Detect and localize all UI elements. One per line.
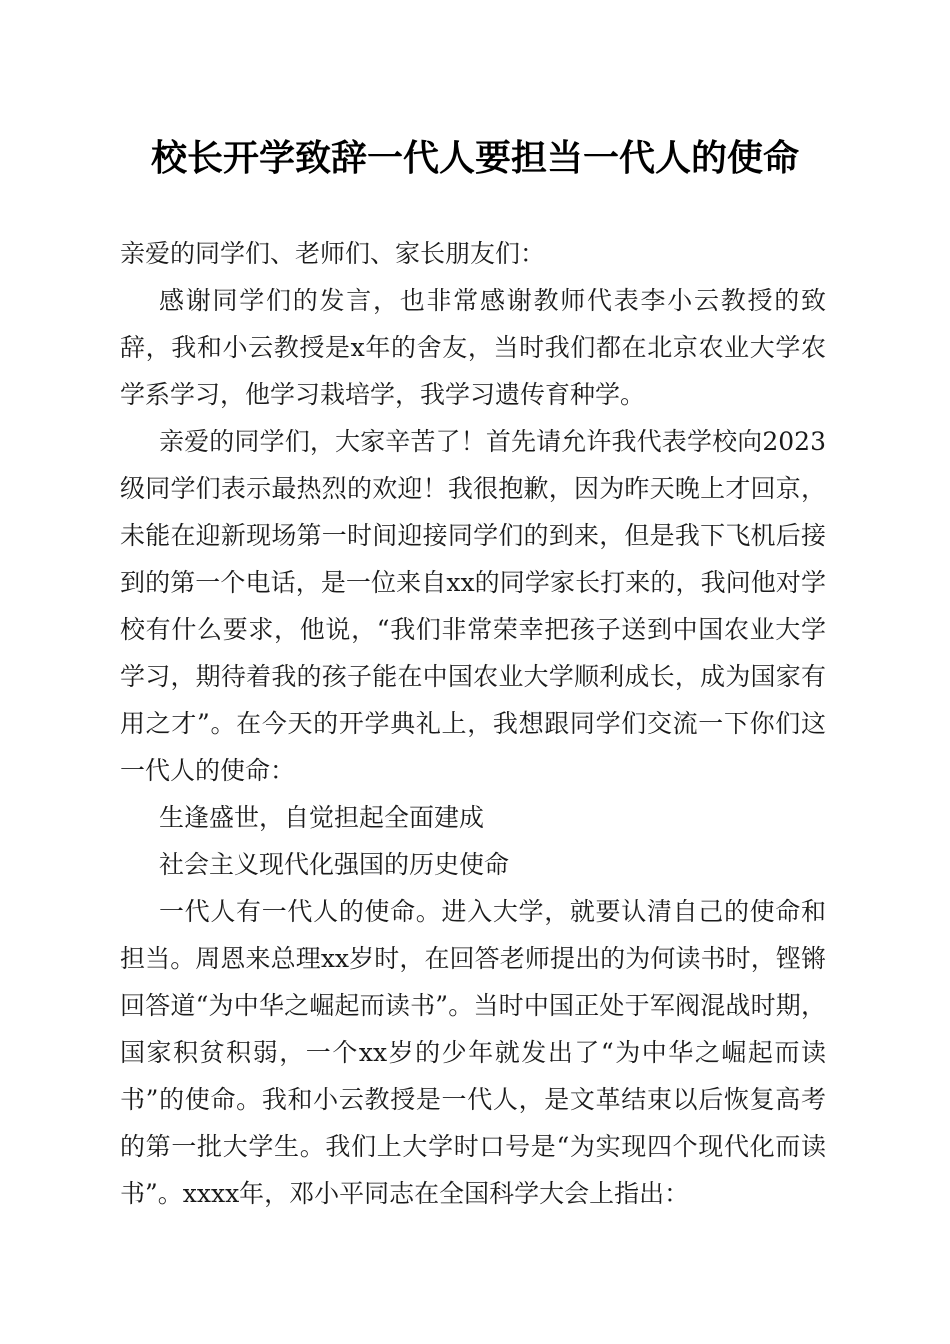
- paragraph-welcome: 亲爱的同学们，大家辛苦了！首先请允许我代表学校向2023级同学们表示最热烈的欢迎！我很抱歉，因为昨天晚上才回京，未能在迎新现场第一时间迎接同学们的到来，但是我下飞机后接到的第一个电话，是一位来自xx的同学家长打来的，我问他对学校有什么要求，他说，“我们非常荣幸把孩子送到中国农业大学学习，期待着我的孩子能在中国农业大学顺利成长，成为国家有用之才”。在今天的开学典礼上，我想跟同学们交流一下你们这一代人的使命：: [120, 427, 826, 785]
- document-body: [120, 230, 826, 1217]
- paragraph-thanks: 感谢同学们的发言，也非常感谢教师代表李小云教授的致辞，我和小云教授是x年的舍友，当时我们都在北京农业大学农学系学习，他学习栽培学，我学习遗传育种学。: [120, 286, 826, 409]
- paragraph-mission: 一代人有一代人的使命。进入大学，就要认清自己的使命和担当。周恩来总理xx岁时，在回答老师提出的为何读书时，铿锵回答道“为中华之崛起而读书”。当时中国正处于军阀混战时期，国家积贫积弱，一个xx岁的少年就发出了“为中华之崛起而读书”的使命。我和小云教授是一代人，是文革结束以后恢复高考的第一批大学生。我们上大学时口号是“为实现四个现代化而读书”。xxxx年，邓小平同志在全国科学大会上指出：: [120, 897, 826, 1208]
- section-heading-line-2: 社会主义现代化强国的历史使命: [159, 850, 510, 879]
- salutation: 亲爱的同学们、老师们、家长朋友们：: [120, 239, 546, 268]
- section-heading-line-1: 生逢盛世，自觉担起全面建成: [159, 803, 485, 832]
- document-title: 校长开学致辞一代人要担当一代人的使命: [150, 137, 799, 179]
